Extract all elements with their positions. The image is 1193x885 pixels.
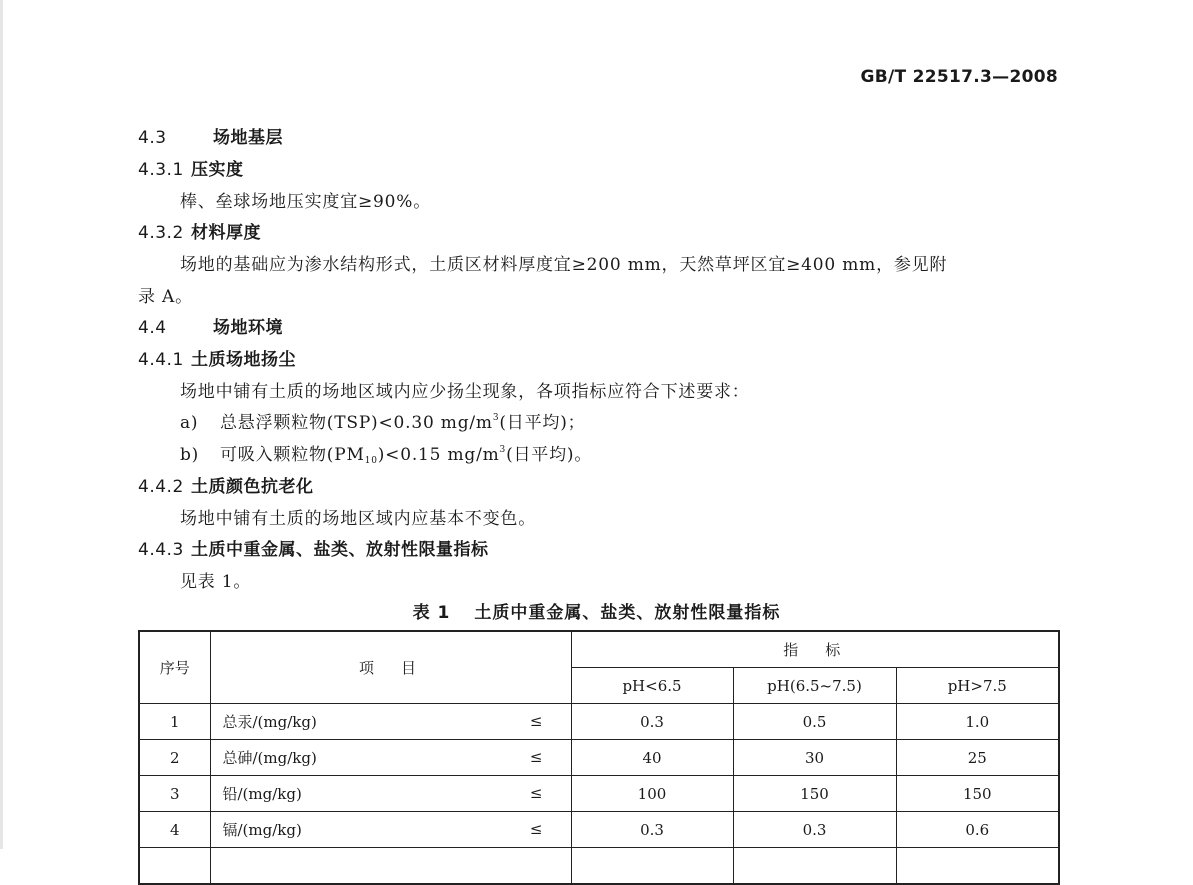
heading-title: 土质中重金属、盐类、放射性限量指标 <box>191 540 489 560</box>
list-text-end: (日平均)。 <box>506 445 593 465</box>
item-label: 铅/(mg/kg) <box>222 785 302 803</box>
table-caption <box>0 598 1193 623</box>
header-item: 项 目 <box>210 631 571 704</box>
heading-number: 4.4.1 <box>138 350 184 370</box>
table-row <box>139 776 1059 812</box>
subscript: 10 <box>364 456 378 466</box>
paragraph-4-4-3: 见表 1。 <box>180 572 252 592</box>
cell-item <box>210 740 571 776</box>
heading-4-4-3 <box>138 535 489 560</box>
heading-4-3 <box>138 123 283 148</box>
item-label: 镉/(mg/kg) <box>222 821 302 839</box>
cell-ph-mid: 0.5 <box>733 704 896 740</box>
cell-item <box>210 776 571 812</box>
list-text: 可吸入颗粒物(PM <box>220 445 365 465</box>
heading-4-4-1 <box>138 345 296 370</box>
cell-ph-low: 100 <box>571 776 733 812</box>
paragraph-4-3-1: 棒、垒球场地压实度宜≥90%。 <box>180 192 432 212</box>
table-caption-title: 土质中重金属、盐类、放射性限量指标 <box>474 603 781 623</box>
item-label: 总砷/(mg/kg) <box>222 749 317 767</box>
cell-ph-low: 0.3 <box>571 812 733 848</box>
table-row <box>139 812 1059 848</box>
list-text-mid: )<0.15 mg/m <box>377 445 500 465</box>
heading-number: 4.3.2 <box>138 223 184 243</box>
cell-item <box>210 812 571 848</box>
paragraph-4-4-1: 场地中铺有土质的场地区域内应少扬尘现象，各项指标应符合下述要求： <box>180 382 750 402</box>
cell-ph-high: 1.0 <box>896 704 1059 740</box>
list-marker: a) <box>180 413 199 433</box>
heading-number: 4.4.2 <box>138 477 184 497</box>
heading-4-4 <box>138 313 283 338</box>
paragraph-4-3-2-line2: 录 A。 <box>138 287 193 307</box>
list-marker: b) <box>180 445 200 465</box>
cell-seq: 4 <box>139 812 210 848</box>
cell-ph-mid: 150 <box>733 776 896 812</box>
cell-ph-high: 0.6 <box>896 812 1059 848</box>
header-seq: 序号 <box>139 631 210 704</box>
heading-title: 材料厚度 <box>191 223 261 243</box>
list-text-end: (日平均)； <box>499 413 586 433</box>
heading-4-3-1 <box>138 155 244 180</box>
cell-ph-mid: 30 <box>733 740 896 776</box>
cell-ph-low: 40 <box>571 740 733 776</box>
cell-ph-high: 150 <box>896 776 1059 812</box>
header-ph-high: pH>7.5 <box>896 668 1059 704</box>
heading-4-4-2 <box>138 472 314 497</box>
header-ph-low: pH<6.5 <box>571 668 733 704</box>
table-header-row <box>139 631 1059 668</box>
list-item-b <box>180 440 592 466</box>
operator-le: ≤ <box>529 784 543 802</box>
header-ph-mid: pH(6.5~7.5) <box>733 668 896 704</box>
heading-number: 4.3.1 <box>138 160 184 180</box>
heading-4-3-2 <box>138 218 261 243</box>
paragraph-4-3-2-line1: 场地的基础应为渗水结构形式，土质区材料厚度宜≥200 mm，天然草坪区宜≥400 mm，参见附 <box>180 255 948 275</box>
heading-number: 4.3 <box>138 128 167 148</box>
heading-title: 土质场地扬尘 <box>191 350 296 370</box>
table-caption-number: 表 1 <box>412 603 451 623</box>
paragraph-4-4-2: 场地中铺有土质的场地区域内应基本不变色。 <box>180 509 536 529</box>
heading-number: 4.4.3 <box>138 540 184 560</box>
page-left-edge <box>0 0 3 849</box>
cell-ph-mid: 0.3 <box>733 812 896 848</box>
table-row-partial <box>139 848 1059 885</box>
cell-seq: 1 <box>139 704 210 740</box>
heading-title: 场地基层 <box>213 128 283 148</box>
list-item-a <box>180 408 585 433</box>
cell-ph-low: 0.3 <box>571 704 733 740</box>
table-row <box>139 704 1059 740</box>
superscript: 3 <box>499 445 507 455</box>
operator-le: ≤ <box>529 748 543 766</box>
cell-item <box>210 704 571 740</box>
item-label: 总汞/(mg/kg) <box>222 713 317 731</box>
operator-le: ≤ <box>529 712 543 730</box>
heading-title: 压实度 <box>191 160 244 180</box>
heading-number: 4.4 <box>138 318 167 338</box>
cell-seq: 3 <box>139 776 210 812</box>
heading-title: 土质颜色抗老化 <box>191 477 314 497</box>
operator-le: ≤ <box>529 820 543 838</box>
header-indicator: 指 标 <box>571 631 1059 668</box>
list-text: 总悬浮颗粒物(TSP)<0.30 mg/m <box>220 413 493 433</box>
limits-table <box>138 630 1060 885</box>
heading-title: 场地环境 <box>213 318 283 338</box>
cell-seq: 2 <box>139 740 210 776</box>
standard-number: GB/T 22517.3—2008 <box>860 67 1058 87</box>
table-row <box>139 740 1059 776</box>
cell-ph-high: 25 <box>896 740 1059 776</box>
superscript: 3 <box>492 413 500 423</box>
